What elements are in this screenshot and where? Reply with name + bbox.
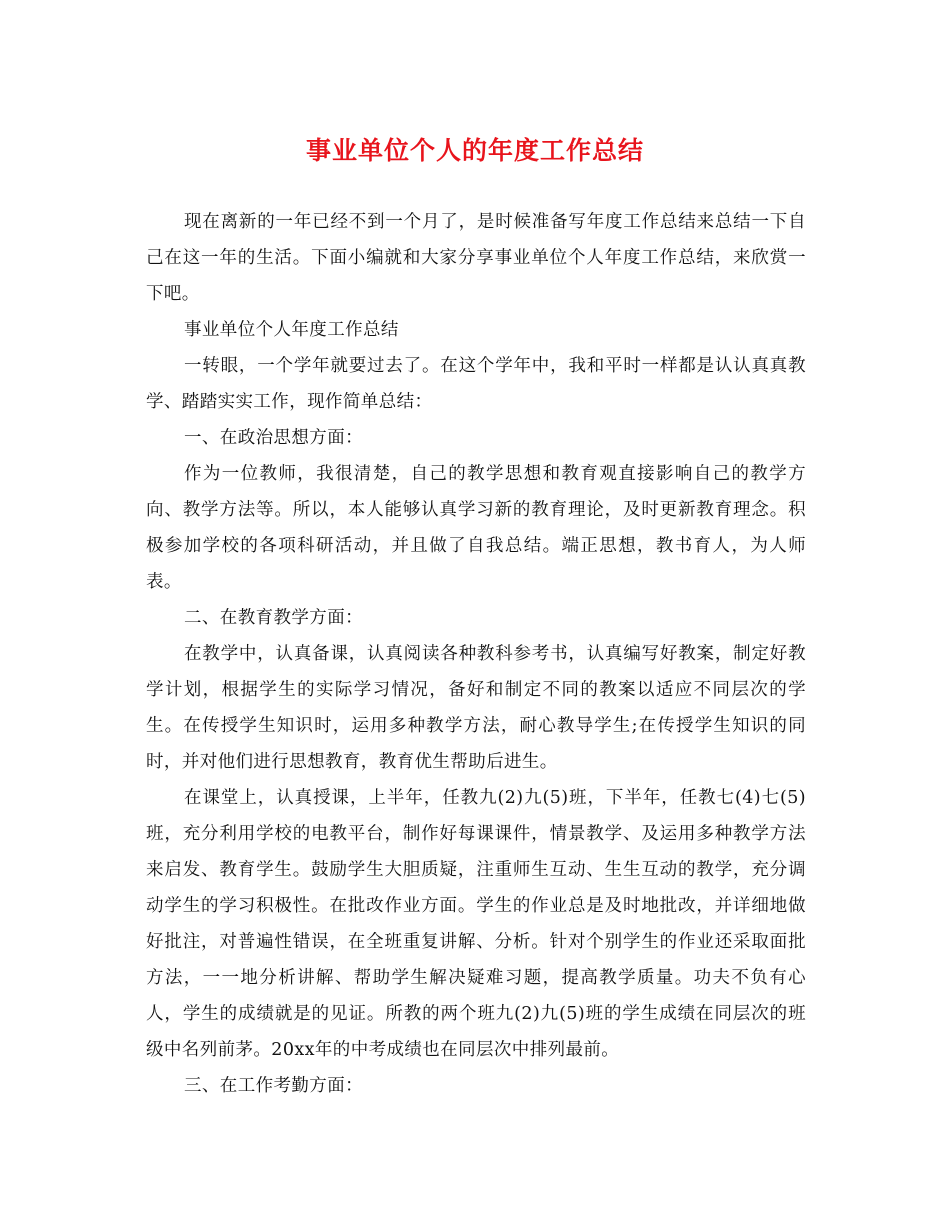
classroom-paragraph: 在课堂上，认真授课，上半年，任教九(2)九(5)班，下半年，任教七(4)七(5)班，充分利用学校的电教平台，制作好每课课件，情景教学、及运用多种教学方法来启发、教育学生。鼓励学生大胆质疑，注重师生互动、生生互动的教学，充分调动学生的学习积极性。在批改作业方面。学生的作业总是及时地批改，并详细地做好批注，对普遍性错误，在全班重复讲解、分析。针对个别学生的作业还采取面批方法，一一地分析讲解、帮助学生解决疑难习题，提高教学质量。功夫不负有心人，学生的成绩就是的见证。所教的两个班九(2)九(5)班的学生成绩在同层次的班级中名列前茅。20xx年的中考成绩也在同层次中排列最前。 xyxy=(146,788,806,1060)
opening-paragraph: 一转眼，一个学年就要过去了。在这个学年中，我和平时一样都是认认真真教学、踏踏实实工作，现作简单总结： xyxy=(146,356,806,412)
intro-paragraph: 现在离新的一年已经不到一个月了，是时候准备写年度工作总结来总结一下自己在这一年的生活。下面小编就和大家分享事业单位个人年度工作总结，来欣赏一下吧。 xyxy=(146,212,806,304)
document-body xyxy=(146,204,806,1104)
teaching-paragraph: 在教学中，认真备课，认真阅读各种教科参考书，认真编写好教案，制定好教学计划，根据学生的实际学习情况，备好和制定不同的教案以适应不同层次的学生。在传授学生知识时，运用多种教学方法，耐心教导学生;在传授学生知识的同时，并对他们进行思想教育，教育优生帮助后进生。 xyxy=(146,644,806,772)
section-heading: 事业单位个人年度工作总结 xyxy=(184,320,399,340)
section-heading-politics: 一、在政治思想方面： xyxy=(184,428,363,448)
section-heading-attendance: 三、在工作考勤方面： xyxy=(184,1076,363,1096)
section-heading-teaching: 二、在教育教学方面： xyxy=(184,608,363,628)
politics-paragraph: 作为一位教师，我很清楚，自己的教学思想和教育观直接影响自己的教学方向、教学方法等。所以，本人能够认真学习新的教育理论，及时更新教育理念。积极参加学校的各项科研活动，并且做了自我总结。端正思想，教书育人，为人师表。 xyxy=(146,464,806,592)
document-title: 事业单位个人的年度工作总结 xyxy=(305,136,644,165)
